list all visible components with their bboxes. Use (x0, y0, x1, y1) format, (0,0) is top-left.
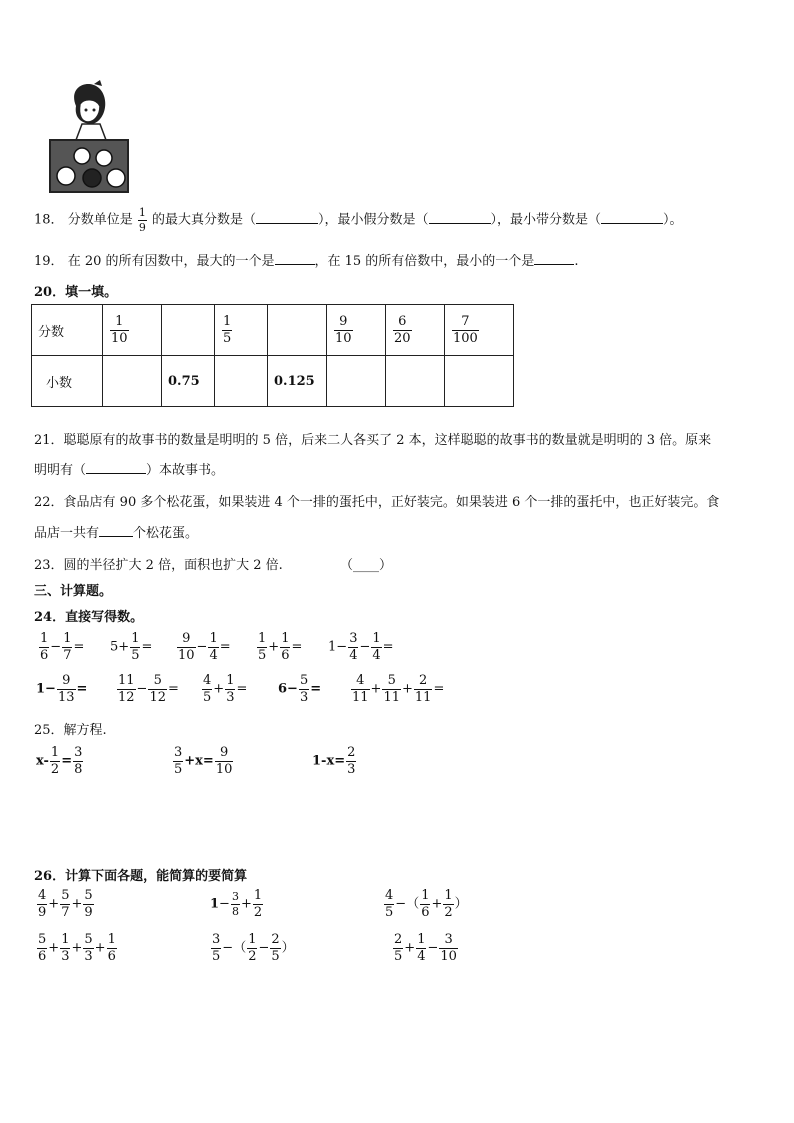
fraction: $\frac{1}{5}$ (131, 631, 140, 663)
table-cell[interactable] (103, 356, 162, 407)
question-text: 聪聪原有的故事书的数量是明明的 5 倍，后来二人各买了 2 本，这样聪聪的故事书的数量就是明明的 3 倍。原来 (63, 433, 712, 448)
fraction: $\frac{2}{3}$ (347, 745, 356, 777)
question-text: 的最大真分数是（ (151, 212, 256, 228)
fraction: $\frac{7}{100}$ (453, 313, 478, 346)
calc-1-6-minus-1-7: $\frac{1}{6}$ − $\frac{1}{7}$ = (40, 631, 85, 663)
question-22 (34, 491, 719, 510)
fraction: $\frac{9}{13}$ (57, 673, 75, 705)
question-24 (34, 606, 143, 625)
question-text: ），最小假分数是（ (318, 212, 429, 228)
table-row-fractions (32, 305, 514, 356)
question-text: 分数单位是 (67, 212, 133, 228)
question-title: 计算下面各题，能简算的要简算 (65, 869, 248, 884)
fraction: $\frac{1}{2}$ (444, 888, 453, 920)
fraction: $\frac{1}{10}$ (111, 313, 128, 346)
calc-1-minus-9-13: 1− $\frac{9}{13}$ = (36, 673, 88, 705)
fraction: $\frac{2}{11}$ (414, 673, 432, 705)
calc-6-minus-5-3: 6− $\frac{5}{3}$ = (278, 673, 322, 705)
fraction: $\frac{1}{4}$ (209, 631, 218, 663)
section-heading: 三、计算题。 (34, 584, 113, 599)
table-cell (327, 305, 386, 356)
question-18 (34, 207, 683, 233)
table-row-decimals (32, 356, 514, 407)
fraction: $\frac{5}{9}$ (84, 888, 93, 920)
question-22-line2 (34, 522, 198, 541)
fraction: $\frac{5}{6}$ (38, 932, 47, 964)
calc-5-plus-1-5: 5+ $\frac{1}{5}$ = (110, 631, 153, 663)
answer-blank[interactable] (275, 252, 315, 265)
table-cell (445, 305, 514, 356)
fraction: $\frac{6}{20}$ (394, 313, 411, 346)
fraction: $\frac{9}{10}$ (178, 631, 195, 663)
fraction: $\frac{1}{2}$ (253, 888, 263, 920)
question-20 (34, 281, 117, 300)
fraction: $\frac{1}{2}$ (50, 745, 60, 777)
fraction: $\frac{11}{12}$ (118, 673, 135, 705)
calc26-4: $\frac{5}{6}$ + $\frac{1}{3}$ + $\frac{5}{3}$ + $\frac{1}{6}$ (38, 932, 116, 964)
calc26-1: $\frac{4}{9}$ + $\frac{5}{7}$ + $\frac{5}{9}$ (38, 888, 93, 920)
question-text: 在 20 的所有因数中，最大的一个是 (67, 254, 275, 269)
question-text: 品店一共有 (34, 526, 100, 541)
question-text: 明明有（ (34, 463, 87, 478)
fraction: $\frac{1}{5}$ (258, 631, 267, 663)
question-title: 填一填。 (65, 285, 118, 300)
fraction: $\frac{3}{8}$ (231, 890, 239, 918)
question-26 (34, 865, 247, 884)
table-cell (103, 305, 162, 356)
fraction: $\frac{5}{7}$ (61, 888, 70, 920)
table-cell[interactable] (162, 305, 215, 356)
fraction: $\frac{1}{6}$ (281, 631, 290, 663)
calc-1-minus-3-4-minus-1-4: 1− $\frac{3}{4}$ − $\frac{1}{4}$ = (328, 631, 394, 663)
fraction: $\frac{1}{7}$ (63, 631, 72, 663)
question-number: 23． (34, 558, 64, 573)
fraction: $\frac{4}{5}$ (203, 673, 212, 705)
question-number: 26． (34, 869, 66, 884)
judge-parentheses[interactable]: （____） (340, 558, 393, 573)
question-number: 24． (34, 610, 66, 625)
fraction: $\frac{1}{4}$ (372, 631, 381, 663)
question-text: ，在 15 的所有倍数中，最小的一个是 (314, 254, 535, 269)
calc-11-12-minus-5-12: $\frac{11}{12}$ − $\frac{5}{12}$ = (118, 673, 179, 705)
question-text: ）本故事书。 (146, 463, 225, 478)
fraction: $\frac{3}{5}$ (174, 745, 183, 777)
fraction: $\frac{2}{5}$ (394, 932, 403, 964)
question-number: 19． (34, 254, 64, 269)
fraction: $\frac{9}{10}$ (335, 313, 352, 346)
fraction: $\frac{3}{10}$ (440, 932, 457, 964)
equation-3: 1-x= $\frac{2}{3}$ (312, 745, 356, 777)
question-number: 21． (34, 433, 64, 448)
fraction: $\frac{5}{11}$ (383, 673, 400, 705)
fraction: $\frac{5}{12}$ (149, 673, 166, 705)
row-label: 分数 (32, 305, 103, 356)
fraction: $\frac{1}{9}$ (138, 206, 146, 234)
question-21 (34, 429, 711, 448)
answer-blank[interactable] (86, 461, 146, 474)
question-title: 解方程. (63, 723, 107, 738)
question-text: 个松花蛋。 (133, 526, 199, 541)
table-cell: 0.125 (268, 356, 327, 407)
question-19 (34, 250, 578, 269)
fraction: $\frac{2}{5}$ (271, 932, 280, 964)
answer-blank[interactable] (256, 211, 318, 224)
table-cell[interactable] (215, 356, 268, 407)
table-cell[interactable] (268, 305, 327, 356)
question-text: 食品店有 90 多个松花蛋，如果装进 4 个一排的蛋托中，正好装完。如果装进 6 个一排的蛋托中，也正好装完。食 (63, 495, 720, 510)
calc26-2: 1− $\frac{3}{8}$ + $\frac{1}{2}$ (210, 888, 263, 920)
fraction: $\frac{1}{5}$ (223, 313, 232, 346)
fraction: $\frac{5}{3}$ (299, 673, 309, 705)
table-cell (386, 305, 445, 356)
fraction: $\frac{4}{11}$ (352, 673, 369, 705)
question-title: 直接写得数。 (65, 610, 144, 625)
fraction: $\frac{9}{10}$ (215, 745, 233, 777)
answer-blank[interactable] (99, 524, 133, 537)
question-number: 18． (34, 212, 64, 228)
calc-4-11-plus-5-11-plus-2-11: $\frac{4}{11}$ + $\frac{5}{11}$ + $\frac{2}{11}$ = (352, 673, 445, 705)
answer-blank[interactable] (429, 211, 491, 224)
table-cell: 0.75 (162, 356, 215, 407)
fraction: $\frac{1}{6}$ (107, 932, 116, 964)
question-number: 22． (34, 495, 64, 510)
question-text: 圆的半径扩大 2 倍，面积也扩大 2 倍. (63, 558, 283, 573)
fraction: $\frac{1}{6}$ (40, 631, 49, 663)
table-cell[interactable] (386, 356, 445, 407)
table-cell (215, 305, 268, 356)
answer-blank[interactable] (601, 211, 663, 224)
fraction: $\frac{3}{8}$ (74, 745, 83, 777)
answer-blank[interactable] (534, 252, 574, 265)
calc-1-5-plus-1-6: $\frac{1}{5}$ + $\frac{1}{6}$ = (258, 631, 303, 663)
calc-4-5-plus-1-3: $\frac{4}{5}$ + $\frac{1}{3}$ = (203, 673, 248, 705)
question-text: . (574, 254, 579, 269)
equation-1: x- $\frac{1}{2}$ = $\frac{3}{8}$ (36, 745, 83, 777)
question-25 (34, 719, 107, 738)
question-number: 25． (34, 723, 64, 738)
question-text: ），最小带分数是（ (490, 212, 602, 228)
fraction: $\frac{1}{6}$ (421, 888, 430, 920)
calc26-3: $\frac{4}{5}$ −（ $\frac{1}{6}$ + $\frac{1}{2}$ ） (385, 888, 468, 920)
equation-2: $\frac{3}{5}$ +x= $\frac{9}{10}$ (174, 745, 233, 777)
question-21-line2 (34, 459, 224, 478)
calc-9-10-minus-1-4: $\frac{9}{10}$ − $\frac{1}{4}$ = (178, 631, 231, 663)
fraction: $\frac{1}{4}$ (417, 932, 426, 964)
fraction-decimal-table (31, 304, 514, 407)
fraction: $\frac{4}{9}$ (38, 888, 47, 920)
fraction: $\frac{1}{2}$ (248, 932, 257, 964)
row-label: 小数 (32, 356, 103, 407)
question-number: 20． (34, 285, 66, 300)
table-cell[interactable] (445, 356, 514, 407)
calc26-6: $\frac{2}{5}$ + $\frac{1}{4}$ − $\frac{3}{10}$ (394, 932, 457, 964)
calc26-5: $\frac{3}{5}$ −（ $\frac{1}{2}$ − $\frac{2}{5}$ ） (212, 932, 295, 964)
girl-with-box-illustration (46, 78, 132, 198)
question-text: ）。 (663, 212, 683, 228)
fraction: $\frac{3}{5}$ (212, 932, 221, 964)
fraction: $\frac{5}{3}$ (84, 932, 93, 964)
fraction: $\frac{1}{3}$ (226, 673, 235, 705)
fraction: $\frac{3}{4}$ (349, 631, 358, 663)
fraction: $\frac{4}{5}$ (385, 888, 394, 920)
fraction: $\frac{1}{3}$ (61, 932, 70, 964)
question-23 (34, 554, 283, 573)
table-cell[interactable] (327, 356, 386, 407)
